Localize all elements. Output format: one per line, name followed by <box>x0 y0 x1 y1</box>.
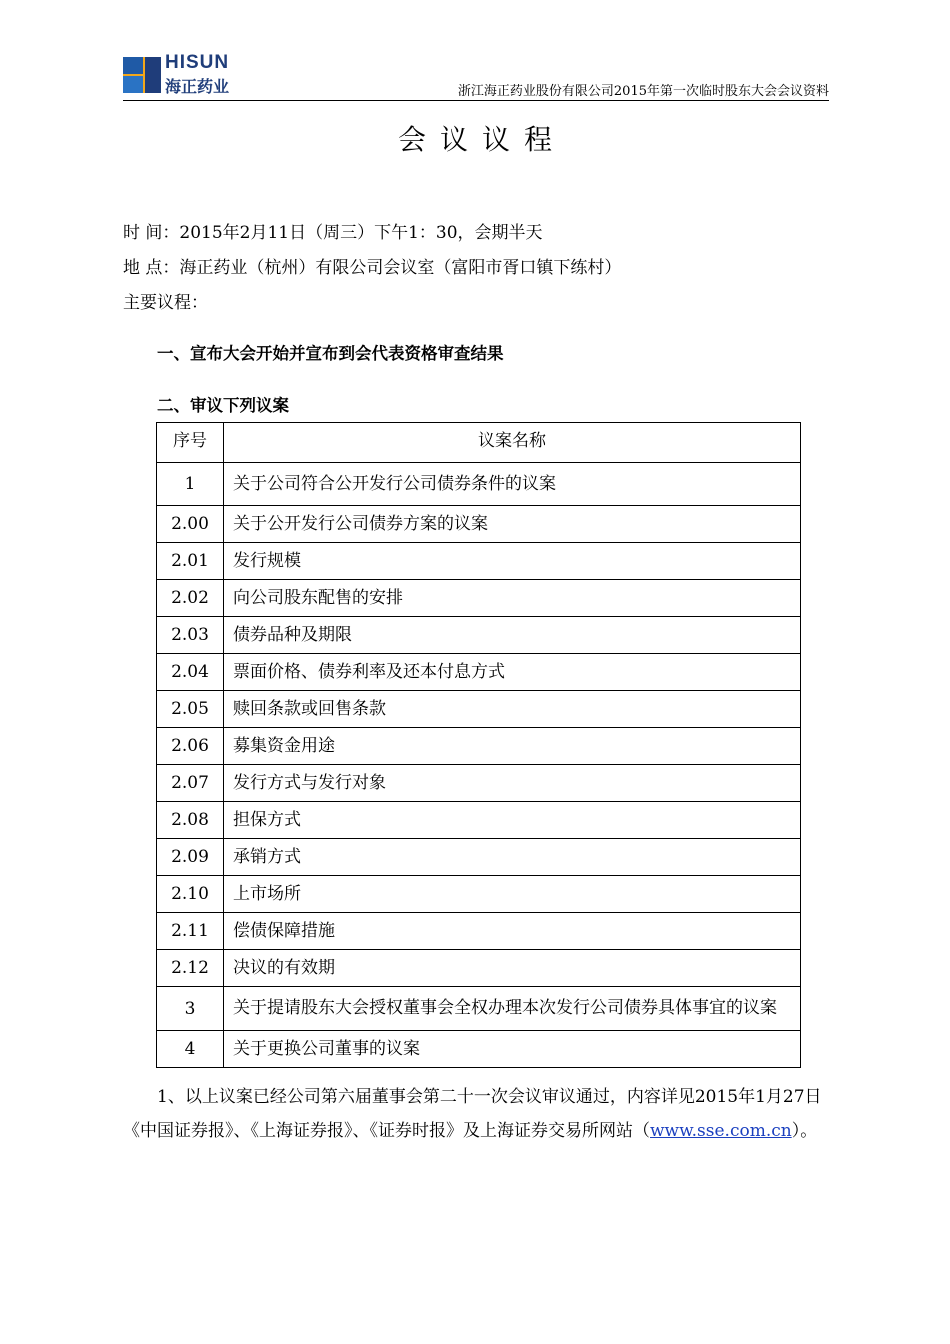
page-title: 会议议程 <box>397 123 566 156</box>
row-proposal-name: 关于公开发行公司债券方案的议案 <box>224 506 801 543</box>
page-header <box>123 54 829 101</box>
row-number: 2.12 <box>157 950 224 987</box>
logo-text-cn: 海正药业 <box>165 77 230 96</box>
row-number: 2.04 <box>157 654 224 691</box>
row-number: 1 <box>157 463 224 506</box>
meeting-time: 时 间：2015年2月11日（周三）下午1：30，会期半天 <box>123 223 543 243</box>
row-proposal-name: 关于公司符合公开发行公司债券条件的议案 <box>224 463 801 506</box>
company-logo <box>123 54 243 96</box>
row-proposal-name: 向公司股东配售的安排 <box>224 580 801 617</box>
row-proposal-name: 募集资金用途 <box>224 728 801 765</box>
sse-website-link[interactable]: www.sse.com.cn <box>650 1121 792 1141</box>
logo-mark-icon <box>123 57 161 93</box>
table-row <box>157 654 801 691</box>
row-number: 2.11 <box>157 913 224 950</box>
row-number: 2.05 <box>157 691 224 728</box>
row-number: 2.10 <box>157 876 224 913</box>
row-number: 2.00 <box>157 506 224 543</box>
table-row <box>157 728 801 765</box>
row-number: 2.01 <box>157 543 224 580</box>
table-row <box>157 506 801 543</box>
table-row <box>157 802 801 839</box>
row-proposal-name: 票面价格、债券利率及还本付息方式 <box>224 654 801 691</box>
row-number: 2.09 <box>157 839 224 876</box>
table-row <box>157 765 801 802</box>
table-row <box>157 1031 801 1068</box>
table-row <box>157 543 801 580</box>
header-proposal-name: 议案名称 <box>224 423 801 463</box>
table-row <box>157 691 801 728</box>
row-proposal-name: 债券品种及期限 <box>224 617 801 654</box>
table-row <box>157 913 801 950</box>
row-proposal-name: 发行规模 <box>224 543 801 580</box>
proposals-table <box>156 422 801 1068</box>
logo-text-en: HISUN <box>165 52 230 73</box>
table-row <box>157 987 801 1031</box>
row-proposal-name: 担保方式 <box>224 802 801 839</box>
row-number: 2.06 <box>157 728 224 765</box>
row-number: 3 <box>157 987 224 1031</box>
table-row <box>157 876 801 913</box>
document-header-title: 浙江海正药业股份有限公司2015年第一次临时股东大会会议资料 <box>457 84 829 99</box>
note-paragraph <box>123 1080 829 1148</box>
row-proposal-name: 关于更换公司董事的议案 <box>224 1031 801 1068</box>
agenda-label: 主要议程： <box>123 293 208 313</box>
row-number: 2.08 <box>157 802 224 839</box>
table-row <box>157 617 801 654</box>
table-row <box>157 950 801 987</box>
note-text-end: ）。 <box>791 1121 818 1141</box>
table-header-row <box>157 423 801 463</box>
table-row <box>157 839 801 876</box>
meeting-place: 地 点：海正药业（杭州）有限公司会议室（富阳市胥口镇下练村） <box>123 258 622 278</box>
note-text: 1、以上议案已经公司第六届董事会第二十一次会议审议通过，内容详见2015年1月27日《中国证券报》、《上海证券报》、《证券时报》及上海证券交易所网站（ <box>123 1087 822 1141</box>
row-proposal-name: 上市场所 <box>224 876 801 913</box>
table-row <box>157 463 801 506</box>
row-proposal-name: 赎回条款或回售条款 <box>224 691 801 728</box>
table-row <box>157 580 801 617</box>
row-number: 2.03 <box>157 617 224 654</box>
header-serial-number: 序号 <box>157 423 224 463</box>
section-two-heading: 二、审议下列议案 <box>157 396 289 415</box>
row-proposal-name: 承销方式 <box>224 839 801 876</box>
row-proposal-name: 发行方式与发行对象 <box>224 765 801 802</box>
row-proposal-name: 决议的有效期 <box>224 950 801 987</box>
section-one-heading: 一、宣布大会开始并宣布到会代表资格审查结果 <box>157 344 504 363</box>
row-proposal-name: 偿债保障措施 <box>224 913 801 950</box>
row-number: 2.07 <box>157 765 224 802</box>
row-number: 2.02 <box>157 580 224 617</box>
row-proposal-name: 关于提请股东大会授权董事会全权办理本次发行公司债券具体事宜的议案 <box>224 987 801 1031</box>
row-number: 4 <box>157 1031 224 1068</box>
